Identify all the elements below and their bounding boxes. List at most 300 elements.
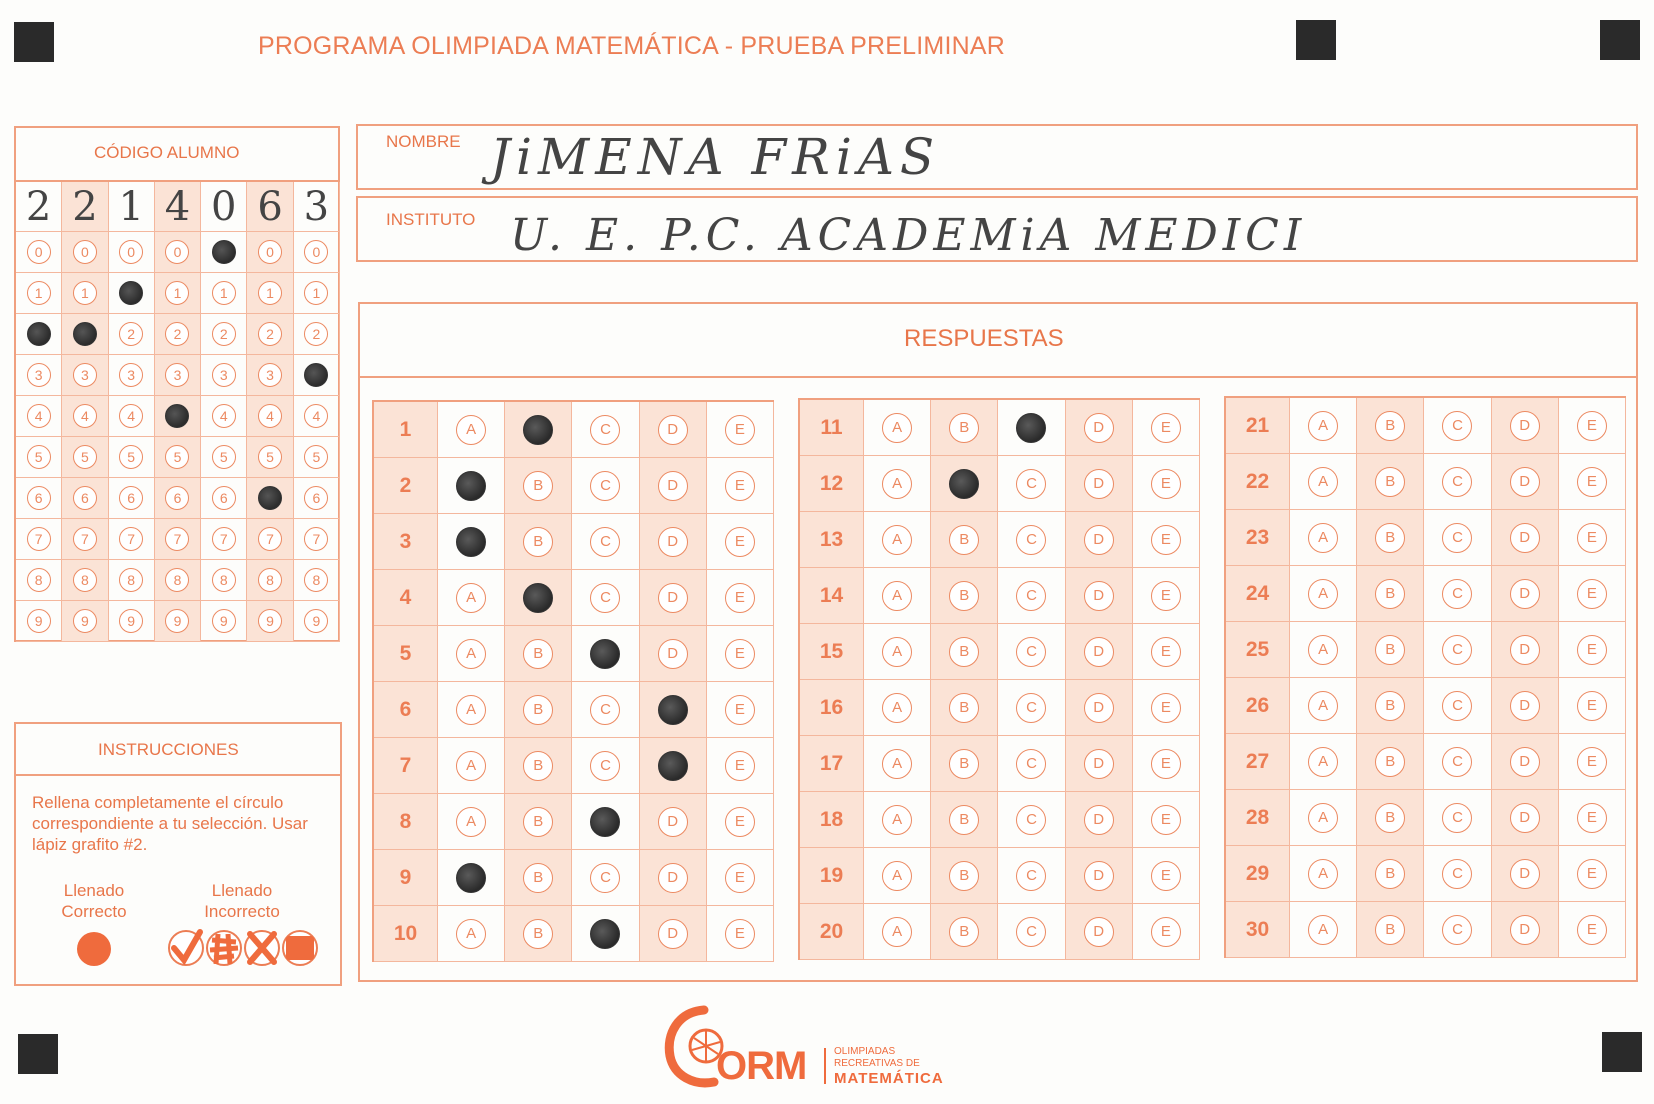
answer-bubble[interactable]: C — [1016, 469, 1046, 499]
answer-bubble[interactable]: C — [1442, 635, 1472, 665]
answer-bubble[interactable]: C — [1016, 861, 1046, 891]
answer-bubble[interactable]: D — [658, 639, 688, 669]
code-bubble[interactable]: 4 — [119, 404, 143, 428]
answer-bubble[interactable]: E — [725, 863, 755, 893]
answer-bubble[interactable]: A — [882, 861, 912, 891]
code-bubble[interactable] — [27, 322, 51, 346]
answer-bubble[interactable]: D — [658, 583, 688, 613]
answer-cell — [998, 680, 1065, 736]
code-bubble[interactable] — [258, 486, 282, 510]
registration-mark-bottom-right — [1602, 1032, 1642, 1072]
answer-cell — [1290, 790, 1357, 846]
answer-bubble[interactable]: B — [1375, 579, 1405, 609]
answer-cell — [1559, 398, 1626, 454]
answer-cell — [640, 458, 707, 514]
code-bubble[interactable]: 0 — [304, 240, 328, 264]
answer-bubble[interactable]: E — [1151, 917, 1181, 947]
answer-bubble[interactable] — [949, 469, 979, 499]
code-bubble-cell — [201, 396, 247, 437]
answer-cell — [1424, 398, 1491, 454]
answer-cell — [864, 512, 931, 568]
answer-cell — [931, 512, 998, 568]
answer-bubble[interactable]: E — [725, 583, 755, 613]
answer-cell — [1424, 622, 1491, 678]
code-bubble[interactable]: 7 — [27, 527, 51, 551]
answer-bubble[interactable]: B — [1375, 803, 1405, 833]
answer-bubble[interactable]: E — [1151, 525, 1181, 555]
code-bubble[interactable]: 3 — [258, 363, 282, 387]
answer-bubble[interactable]: A — [456, 751, 486, 781]
question-number: 30 — [1226, 902, 1290, 958]
answer-bubble[interactable]: C — [590, 415, 620, 445]
answer-bubble[interactable]: C — [1016, 693, 1046, 723]
answer-bubble[interactable]: C — [590, 583, 620, 613]
answer-bubble[interactable]: A — [1308, 635, 1338, 665]
code-bubble[interactable]: 6 — [304, 486, 328, 510]
code-bubble[interactable]: 5 — [27, 445, 51, 469]
correct-fill-label: Llenado Correcto — [61, 881, 127, 921]
code-bubble[interactable]: 9 — [304, 609, 328, 633]
answer-bubble[interactable]: E — [1577, 747, 1607, 777]
answer-cell — [1424, 454, 1491, 510]
answer-bubble[interactable]: C — [590, 527, 620, 557]
answer-bubble[interactable]: C — [1442, 859, 1472, 889]
answer-bubble[interactable]: B — [949, 581, 979, 611]
answer-bubble[interactable]: B — [949, 693, 979, 723]
code-bubble[interactable]: 8 — [212, 568, 236, 592]
answer-cell — [1133, 792, 1200, 848]
code-bubble[interactable] — [73, 322, 97, 346]
answer-bubble[interactable]: E — [1151, 581, 1181, 611]
answer-bubble[interactable]: A — [1308, 915, 1338, 945]
answer-cell — [1357, 846, 1424, 902]
answer-bubble[interactable]: D — [1510, 579, 1540, 609]
answer-cell — [707, 514, 774, 570]
answer-bubble[interactable]: C — [1016, 749, 1046, 779]
code-bubble[interactable]: 1 — [212, 281, 236, 305]
code-bubble[interactable]: 6 — [27, 486, 51, 510]
answer-bubble[interactable]: D — [1510, 467, 1540, 497]
answer-bubble[interactable]: B — [1375, 915, 1405, 945]
answer-bubble[interactable]: D — [658, 919, 688, 949]
answer-bubble[interactable]: E — [725, 639, 755, 669]
code-bubble-cell — [201, 601, 247, 642]
answer-bubble[interactable] — [590, 919, 620, 949]
answer-bubble[interactable]: D — [1084, 749, 1114, 779]
answer-bubble[interactable]: B — [523, 863, 553, 893]
code-bubble[interactable]: 8 — [119, 568, 143, 592]
code-bubble[interactable]: 8 — [27, 568, 51, 592]
answer-bubble[interactable]: E — [725, 471, 755, 501]
answer-cell — [1424, 902, 1491, 958]
answer-bubble[interactable]: D — [1510, 691, 1540, 721]
answer-bubble[interactable]: E — [1151, 749, 1181, 779]
answer-bubble[interactable]: E — [1577, 579, 1607, 609]
answer-bubble[interactable]: E — [725, 919, 755, 949]
answer-bubble[interactable]: A — [456, 695, 486, 725]
code-bubble[interactable]: 8 — [73, 568, 97, 592]
answer-cell — [572, 402, 639, 458]
code-bubble-cell — [109, 437, 155, 478]
answer-bubble[interactable]: A — [882, 917, 912, 947]
answer-bubble[interactable]: C — [1442, 523, 1472, 553]
code-bubble[interactable]: 8 — [258, 568, 282, 592]
answer-bubble[interactable]: B — [523, 527, 553, 557]
answer-cell — [1357, 398, 1424, 454]
answer-bubble[interactable]: B — [1375, 523, 1405, 553]
code-bubble[interactable]: 3 — [27, 363, 51, 387]
answer-bubble[interactable]: A — [1308, 859, 1338, 889]
code-bubble-cell — [16, 314, 62, 355]
code-bubble-cell — [294, 437, 340, 478]
answer-bubble[interactable]: E — [1151, 693, 1181, 723]
answer-bubble[interactable]: A — [882, 469, 912, 499]
answer-cell — [998, 400, 1065, 456]
answer-cell — [1357, 622, 1424, 678]
code-bubble-cell — [247, 273, 293, 314]
answer-cell — [438, 794, 505, 850]
answer-bubble[interactable]: D — [658, 471, 688, 501]
answer-cell — [864, 400, 931, 456]
code-bubble[interactable]: 5 — [165, 445, 189, 469]
answer-bubble[interactable] — [590, 807, 620, 837]
answer-bubble[interactable]: C — [1442, 467, 1472, 497]
answer-bubble[interactable]: C — [590, 751, 620, 781]
answer-cell — [1559, 566, 1626, 622]
answer-bubble[interactable]: D — [658, 863, 688, 893]
code-bubble[interactable]: 5 — [212, 445, 236, 469]
code-bubble-cell — [62, 396, 108, 437]
answer-bubble[interactable]: B — [949, 637, 979, 667]
answer-bubble[interactable]: A — [1308, 579, 1338, 609]
answer-bubble[interactable]: D — [1084, 469, 1114, 499]
answer-bubble[interactable]: D — [1510, 523, 1540, 553]
code-bubble[interactable]: 0 — [258, 240, 282, 264]
code-handwritten-digit-text: 6 — [257, 183, 283, 230]
code-bubble-cell — [155, 396, 201, 437]
code-bubble-cell — [62, 519, 108, 560]
answer-bubble[interactable]: A — [1308, 467, 1338, 497]
answer-bubble[interactable]: D — [1510, 803, 1540, 833]
answer-bubble[interactable]: A — [882, 749, 912, 779]
answer-bubble[interactable]: B — [1375, 467, 1405, 497]
answer-cell — [1133, 512, 1200, 568]
answer-cell — [505, 402, 572, 458]
answer-bubble[interactable]: C — [1016, 805, 1046, 835]
code-bubble[interactable]: 5 — [258, 445, 282, 469]
answer-bubble[interactable]: D — [1510, 635, 1540, 665]
answer-bubble[interactable] — [523, 415, 553, 445]
answer-bubble[interactable]: C — [1442, 915, 1472, 945]
answer-bubble[interactable]: B — [523, 807, 553, 837]
answer-bubble[interactable]: D — [658, 415, 688, 445]
answer-bubble[interactable] — [590, 639, 620, 669]
code-bubble[interactable]: 4 — [27, 404, 51, 428]
answer-bubble[interactable]: C — [1442, 579, 1472, 609]
answer-bubble[interactable]: E — [1577, 803, 1607, 833]
answer-bubble[interactable]: A — [882, 637, 912, 667]
answer-bubble[interactable]: E — [1577, 523, 1607, 553]
answer-bubble[interactable]: C — [1442, 803, 1472, 833]
code-bubble-cell — [294, 601, 340, 642]
answer-cell — [1290, 622, 1357, 678]
code-bubble[interactable]: 3 — [119, 363, 143, 387]
code-bubble[interactable]: 0 — [27, 240, 51, 264]
answer-bubble[interactable]: E — [725, 527, 755, 557]
code-bubble[interactable]: 4 — [304, 404, 328, 428]
answer-cell — [1492, 566, 1559, 622]
code-bubble[interactable] — [165, 404, 189, 428]
answer-bubble[interactable] — [658, 751, 688, 781]
answer-bubble[interactable] — [523, 583, 553, 613]
answer-bubble[interactable]: D — [1084, 525, 1114, 555]
answer-bubble[interactable]: A — [1308, 411, 1338, 441]
answer-bubble[interactable]: C — [1442, 411, 1472, 441]
name-value: JiMENA FRiAS — [490, 128, 941, 186]
answer-cell — [707, 738, 774, 794]
answer-bubble[interactable]: E — [1151, 637, 1181, 667]
answer-bubble[interactable]: A — [882, 413, 912, 443]
answer-cell — [864, 904, 931, 960]
answer-bubble[interactable]: E — [1577, 691, 1607, 721]
answer-cell — [707, 570, 774, 626]
answer-bubble[interactable]: C — [590, 863, 620, 893]
answer-bubble[interactable]: C — [1442, 691, 1472, 721]
code-bubble-cell — [247, 355, 293, 396]
answer-cell — [572, 626, 639, 682]
answer-bubble[interactable]: B — [1375, 635, 1405, 665]
answer-cell — [1290, 734, 1357, 790]
code-bubble[interactable]: 4 — [73, 404, 97, 428]
answer-bubble[interactable]: A — [1308, 523, 1338, 553]
student-code-label: CÓDIGO ALUMNO — [94, 143, 240, 162]
answer-bubble[interactable]: E — [1151, 861, 1181, 891]
code-bubble-cell — [109, 519, 155, 560]
incorrect-fill-label: Llenado Incorrecto — [204, 881, 280, 921]
answer-bubble[interactable]: A — [882, 693, 912, 723]
answer-bubble[interactable]: C — [1016, 525, 1046, 555]
answer-bubble[interactable]: E — [725, 751, 755, 781]
code-bubble[interactable]: 7 — [119, 527, 143, 551]
code-bubble[interactable]: 3 — [73, 363, 97, 387]
answer-bubble[interactable]: A — [1308, 803, 1338, 833]
answer-bubble[interactable]: B — [1375, 411, 1405, 441]
answer-bubble[interactable]: E — [1151, 469, 1181, 499]
answer-bubble[interactable]: A — [456, 807, 486, 837]
answer-cell — [1066, 848, 1133, 904]
logo-divider — [824, 1048, 826, 1084]
answer-cell — [505, 906, 572, 962]
answer-bubble[interactable]: C — [1016, 581, 1046, 611]
code-bubble[interactable]: 1 — [165, 281, 189, 305]
code-bubble[interactable]: 0 — [165, 240, 189, 264]
question-number: 11 — [800, 400, 864, 456]
answer-bubble[interactable]: A — [456, 639, 486, 669]
answer-cell — [1492, 902, 1559, 958]
answer-cell — [1066, 400, 1133, 456]
answer-cell — [1357, 454, 1424, 510]
answer-bubble[interactable] — [1016, 413, 1046, 443]
code-bubble[interactable]: 6 — [119, 486, 143, 510]
answer-bubble[interactable] — [456, 527, 486, 557]
answer-bubble[interactable]: E — [1577, 467, 1607, 497]
code-bubble[interactable]: 1 — [27, 281, 51, 305]
answer-bubble[interactable]: D — [1510, 747, 1540, 777]
code-bubble[interactable]: 3 — [212, 363, 236, 387]
answer-bubble[interactable]: B — [949, 413, 979, 443]
answer-cell — [1492, 622, 1559, 678]
answer-bubble[interactable]: A — [456, 415, 486, 445]
code-bubble[interactable]: 0 — [73, 240, 97, 264]
answer-bubble[interactable]: B — [523, 639, 553, 669]
code-bubble[interactable]: 2 — [119, 322, 143, 346]
answer-bubble[interactable]: D — [1510, 859, 1540, 889]
answer-cell — [438, 682, 505, 738]
answer-bubble[interactable]: E — [1577, 411, 1607, 441]
code-bubble-cell — [16, 273, 62, 314]
answer-bubble[interactable]: A — [456, 919, 486, 949]
answer-bubble[interactable]: E — [725, 695, 755, 725]
logo-line-3: MATEMÁTICA — [834, 1070, 944, 1087]
code-bubble[interactable]: 1 — [73, 281, 97, 305]
answer-cell — [931, 624, 998, 680]
answer-bubble[interactable]: A — [456, 583, 486, 613]
code-bubble[interactable]: 2 — [304, 322, 328, 346]
code-bubble[interactable]: 1 — [258, 281, 282, 305]
code-bubble[interactable]: 8 — [304, 568, 328, 592]
code-bubble[interactable]: 5 — [119, 445, 143, 469]
answer-cell — [572, 738, 639, 794]
answer-bubble[interactable]: D — [1084, 581, 1114, 611]
answer-bubble[interactable]: D — [1084, 861, 1114, 891]
answer-bubble[interactable]: C — [1016, 637, 1046, 667]
code-bubble-cell — [247, 478, 293, 519]
answer-bubble[interactable]: A — [882, 525, 912, 555]
answer-bubble[interactable]: E — [1151, 805, 1181, 835]
answer-bubble[interactable] — [658, 695, 688, 725]
code-bubble[interactable]: 9 — [258, 609, 282, 633]
answer-bubble[interactable]: B — [523, 471, 553, 501]
answer-bubble[interactable]: B — [949, 917, 979, 947]
answer-cell — [572, 794, 639, 850]
answer-bubble[interactable]: B — [523, 751, 553, 781]
answer-cell — [640, 514, 707, 570]
answer-bubble[interactable]: B — [949, 805, 979, 835]
answer-bubble[interactable]: D — [1510, 915, 1540, 945]
code-bubble[interactable]: 5 — [304, 445, 328, 469]
answer-bubble[interactable]: B — [949, 525, 979, 555]
code-bubble-cell — [294, 396, 340, 437]
answer-bubble[interactable] — [456, 863, 486, 893]
answer-bubble[interactable]: D — [1084, 917, 1114, 947]
answer-bubble[interactable]: D — [1084, 693, 1114, 723]
answer-bubble[interactable]: E — [1577, 635, 1607, 665]
code-bubble[interactable]: 3 — [165, 363, 189, 387]
answer-cell — [998, 736, 1065, 792]
answer-bubble[interactable]: B — [1375, 747, 1405, 777]
answer-bubble[interactable]: D — [1510, 411, 1540, 441]
code-bubble-cell — [16, 396, 62, 437]
answer-bubble[interactable]: E — [725, 807, 755, 837]
code-bubble[interactable]: 8 — [165, 568, 189, 592]
answer-cell — [1290, 846, 1357, 902]
answer-bubble[interactable]: D — [658, 527, 688, 557]
answer-bubble[interactable]: C — [590, 695, 620, 725]
code-bubble[interactable]: 4 — [258, 404, 282, 428]
question-number: 26 — [1226, 678, 1290, 734]
answer-bubble[interactable]: E — [1577, 915, 1607, 945]
answer-bubble[interactable]: D — [1084, 637, 1114, 667]
code-bubble[interactable]: 2 — [258, 322, 282, 346]
code-bubble-cell — [16, 560, 62, 601]
code-bubble[interactable] — [304, 363, 328, 387]
answer-bubble[interactable]: D — [1084, 413, 1114, 443]
code-bubble[interactable]: 6 — [165, 486, 189, 510]
answer-bubble[interactable]: C — [590, 471, 620, 501]
answer-bubble[interactable]: A — [882, 581, 912, 611]
answer-bubble[interactable]: A — [882, 805, 912, 835]
code-bubble[interactable]: 1 — [304, 281, 328, 305]
answer-bubble[interactable]: D — [1084, 805, 1114, 835]
answer-bubble[interactable]: C — [1016, 917, 1046, 947]
code-bubble[interactable]: 7 — [165, 527, 189, 551]
code-bubble[interactable]: 0 — [119, 240, 143, 264]
code-bubble-cell — [62, 355, 108, 396]
code-bubble[interactable]: 2 — [212, 322, 236, 346]
answer-bubble[interactable]: E — [1151, 413, 1181, 443]
answer-bubble[interactable]: B — [949, 861, 979, 891]
code-bubble[interactable]: 9 — [27, 609, 51, 633]
answer-bubble[interactable]: B — [949, 749, 979, 779]
code-bubble-cell — [62, 437, 108, 478]
code-bubble[interactable]: 9 — [165, 609, 189, 633]
code-bubble[interactable]: 7 — [73, 527, 97, 551]
code-bubble[interactable] — [119, 281, 143, 305]
answer-cell — [1133, 568, 1200, 624]
answer-bubble[interactable]: E — [1577, 859, 1607, 889]
code-handwritten-digit — [16, 182, 62, 232]
answer-bubble[interactable]: B — [1375, 859, 1405, 889]
answer-bubble[interactable]: A — [1308, 747, 1338, 777]
answer-cell — [1559, 454, 1626, 510]
answer-bubble[interactable] — [456, 471, 486, 501]
answer-bubble[interactable]: D — [658, 807, 688, 837]
code-bubble[interactable]: 4 — [212, 404, 236, 428]
answer-bubble[interactable]: C — [1442, 747, 1472, 777]
code-bubble[interactable]: 9 — [212, 609, 236, 633]
answer-bubble[interactable]: B — [1375, 691, 1405, 721]
answer-bubble[interactable]: B — [523, 695, 553, 725]
code-bubble[interactable]: 6 — [73, 486, 97, 510]
answer-bubble[interactable]: B — [523, 919, 553, 949]
code-bubble[interactable]: 2 — [165, 322, 189, 346]
answer-bubble[interactable]: E — [725, 415, 755, 445]
code-bubble-cell — [247, 396, 293, 437]
code-handwritten-digit-text: 4 — [164, 183, 191, 230]
code-bubble[interactable]: 6 — [212, 486, 236, 510]
answer-bubble[interactable]: A — [1308, 691, 1338, 721]
answer-cell — [1559, 734, 1626, 790]
code-bubble[interactable]: 5 — [73, 445, 97, 469]
question-number: 6 — [374, 682, 438, 738]
answer-cell — [640, 402, 707, 458]
code-bubble[interactable] — [212, 240, 236, 264]
code-bubble[interactable]: 9 — [73, 609, 97, 633]
code-bubble[interactable]: 9 — [119, 609, 143, 633]
code-bubble[interactable]: 7 — [304, 527, 328, 551]
code-bubble[interactable]: 7 — [212, 527, 236, 551]
code-bubble[interactable]: 7 — [258, 527, 282, 551]
